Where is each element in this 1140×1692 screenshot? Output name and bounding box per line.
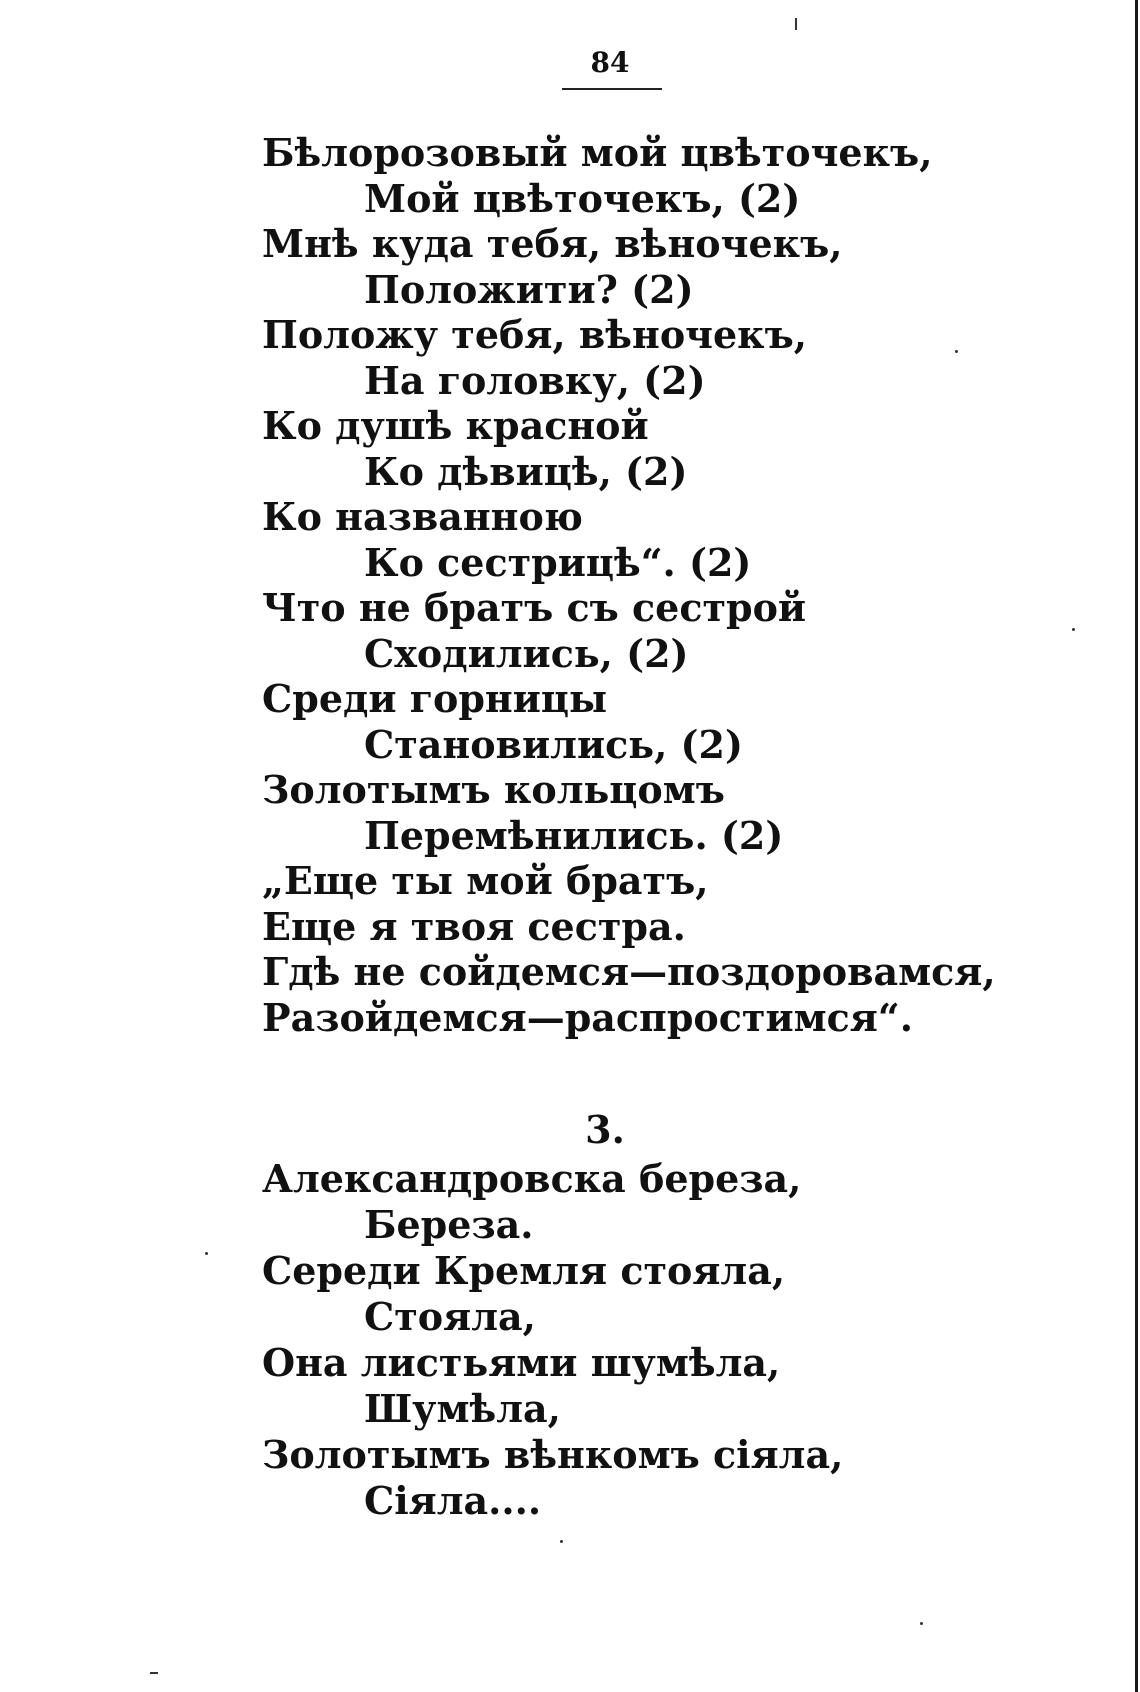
poem-line: Среди горницы [262,676,608,721]
poem-line: „Еще ты мой братъ, [262,858,709,903]
poem-stanza-2 [262,1156,1122,1524]
poem-line-refrain: Становились, (2) [364,721,743,767]
poem-line: Мнѣ куда тебя, вѣночекъ, [262,221,843,266]
poem-line: Что не братъ съ сестрой [262,585,807,630]
scan-speck [955,350,958,353]
scan-speck [795,18,797,30]
poem-line: Середи Кремля стояла, [262,1248,786,1293]
poem-line: Она листьями шумѣла, [262,1340,781,1385]
poem-line: Золотымъ кольцомъ [262,767,725,812]
scan-speck [1072,628,1075,631]
poem-line: Бѣлорозовый мой цвѣточекъ, [262,130,933,175]
poem-line: Ко душѣ красной [262,403,649,448]
poem-stanza-1 [262,130,1122,1040]
page-edge-shadow [1135,0,1138,1692]
poem-line-refrain: Сіяла.... [364,1478,542,1523]
section-number: 3. [585,1107,625,1152]
poem-line: Золотымъ вѣнкомъ сіяла, [262,1432,844,1477]
poem-line-refrain: Мой цвѣточекъ, (2) [364,175,801,221]
poem-line: Еще я твоя сестра. [262,903,686,949]
poem-line: Разойдемся—распростимся“. [262,994,913,1040]
page-number-rule [562,88,662,90]
scan-speck [150,1672,158,1674]
scan-speck [920,1622,923,1625]
poem-line: Александровска береза, [262,1156,802,1201]
poem-line-refrain: Сходились, (2) [364,630,689,676]
poem-line-refrain: Перемѣнились. (2) [364,812,784,858]
poem-line-refrain: На головку, (2) [364,357,706,403]
scan-speck [560,1540,563,1543]
page-number: 84 [590,46,630,79]
poem-line-refrain: Ко сестрицѣ“. (2) [364,539,752,585]
scan-speck [205,1252,208,1255]
poem-line-refrain: Ко дѣвицѣ, (2) [364,448,688,494]
poem-line-refrain: Шумѣла, [364,1386,561,1431]
poem-line: Положу тебя, вѣночекъ, [262,312,807,357]
poem-line-refrain: Положити? (2) [364,266,694,312]
poem-line: Гдѣ не сойдемся—поздоровамся, [262,949,996,994]
poem-line: Ко названною [262,494,583,539]
poem-line-refrain: Береза. [364,1202,534,1247]
poem-line-refrain: Стояла, [364,1294,536,1339]
